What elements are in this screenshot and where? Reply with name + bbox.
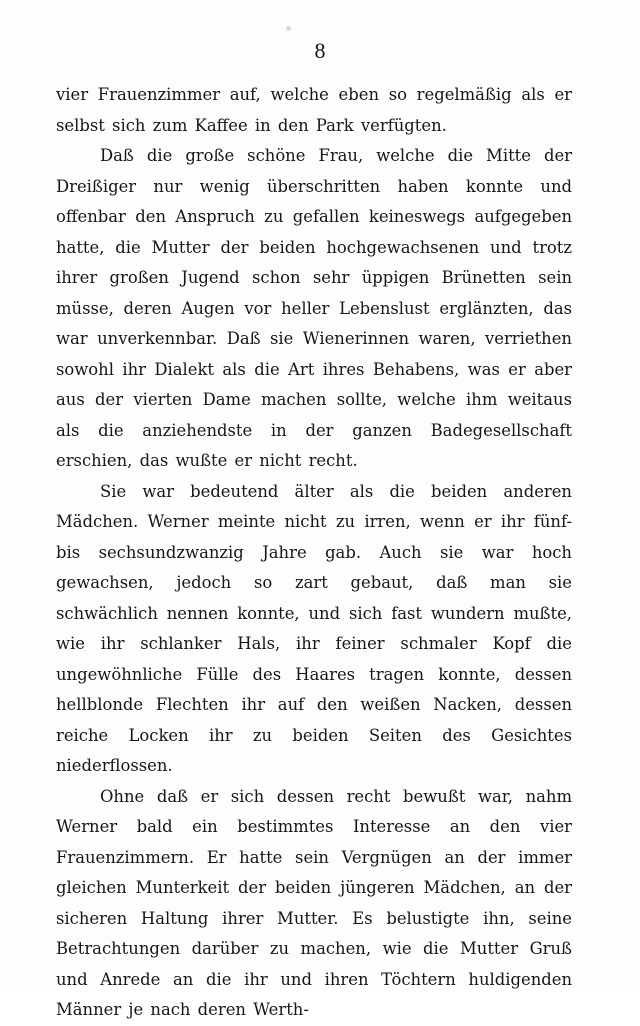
scan-speck — [286, 26, 291, 31]
paragraph-1: vier Frauenzimmer auf, welche eben so regelmäßig als er selbst sich zum Kaffee in den Park verfügten. — [56, 85, 572, 135]
page-number: 8 — [314, 38, 326, 63]
paragraph-3: Sie war bedeutend älter als die beiden anderen Mädchen. Werner meinte nicht zu irren, wenn er ihr fünf- bis sechsundzwanzig Jahre gab. Auch sie war hoch gewachsen, jedoch so zart gebaut, daß man sie schwächlich nennen konnte, und sich fast wundern mußte, wie ihr schlanker Hals, ihr feiner schmaler Kopf die ungewöhnliche Fülle des Haares tragen konnte, dessen hellblonde Flechten ihr auf den weißen Nacken, dessen reiche Locken ihr zu beiden Seiten des Gesichtes niederflossen. — [56, 481, 572, 775]
paragraph-4: Ohne daß er sich dessen recht bewußt war, nahm Werner bald ein bestimmtes Interesse an den vier Frauenzimmern. Er hatte sein Vergnügen an der immer gleichen Munterkeit der beiden jüngeren Mädchen, an der sicheren Haltung ihrer Mutter. Es belustigte ihn, seine Betrachtungen darüber zu machen, wie die Mutter Gruß und Anrede an die ihr und ihren Töchtern huldigenden Männer je nach deren Werth- — [56, 786, 572, 1019]
body-text — [56, 80, 572, 1026]
paragraph-2: Daß die große schöne Frau, welche die Mitte der Dreißiger nur wenig überschritten haben konnte und offenbar den Anspruch zu gefallen keineswegs aufgegeben hatte, die Mutter der beiden hochgewachsenen und trotz ihrer großen Jugend schon sehr üppigen Brünetten sein müsse, deren Augen vor heller Lebenslust erglänzten, das war unverkennbar. Daß sie Wienerinnen waren, verriethen sowohl ihr Dialekt als die Art ihres Behabens, was er aber aus der vierten Dame machen sollte, welche ihm weitaus als die anziehendste in der ganzen Badegesellschaft erschien, das wußte er nicht recht. — [56, 146, 572, 470]
